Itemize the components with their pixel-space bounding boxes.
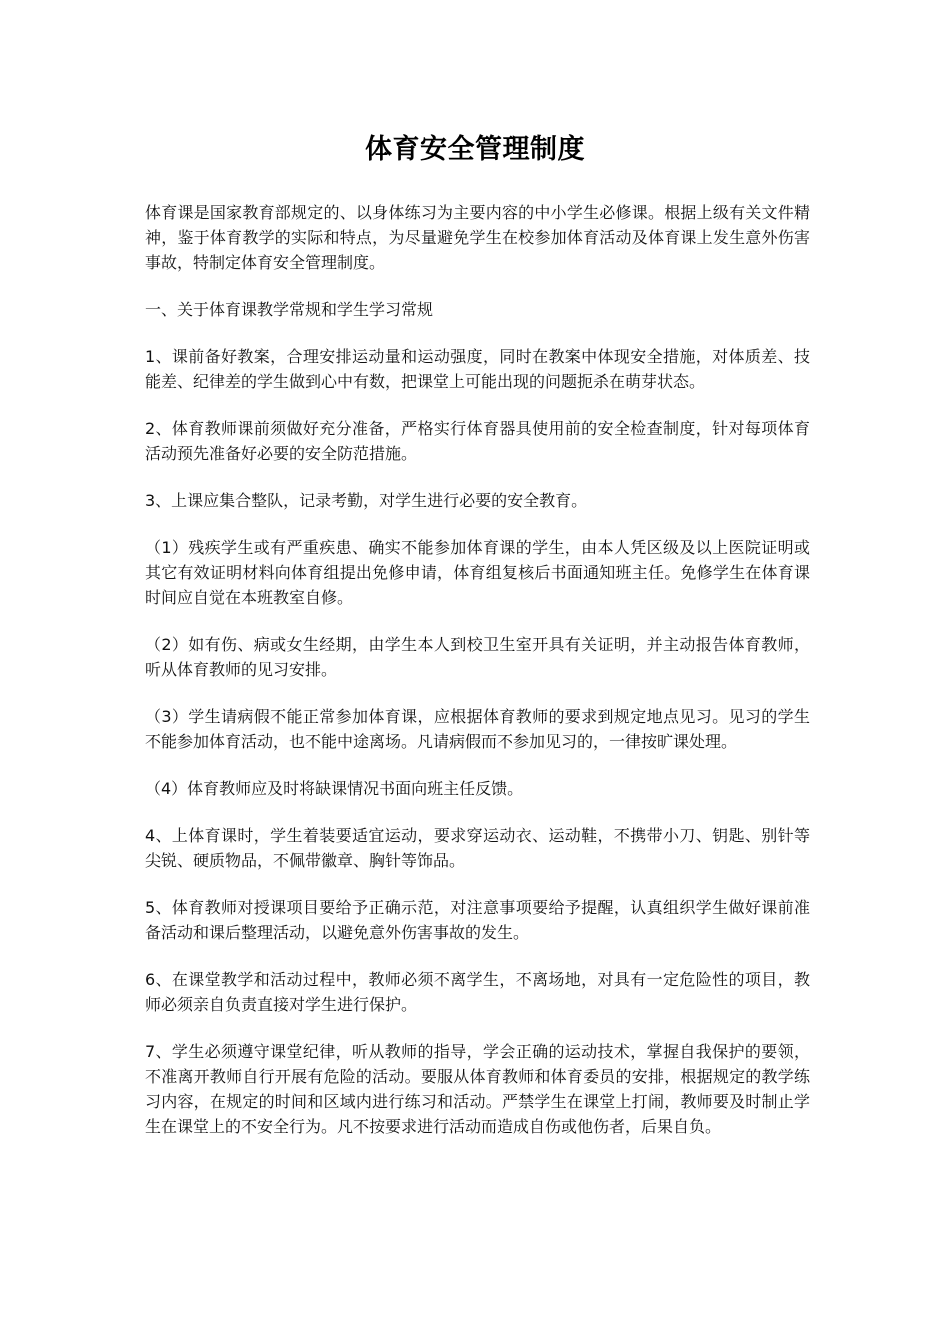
rule-paragraph: 7、学生必须遵守课堂纪律，听从教师的指导，学会正确的运动技术，掌握自我保护的要领，不准离开教师自行开展有危险的活动。要服从体育教师和体育委员的安排，根据规定的教学练习内容，在规定的时间和区域内进行练习和活动。严禁学生在课堂上打闹，教师要及时制止学生在课堂上的不安全行为。凡不按要求进行活动而造成自伤或他伤者，后果自负。 [145,1042,810,1136]
section-heading: 一、关于体育课教学常规和学生学习常规 [145,300,434,319]
intro-paragraph: 体育课是国家教育部规定的、以身体练习为主要内容的中小学生必修课。根据上级有关文件精神，鉴于体育教学的实际和特点，为尽量避免学生在校参加体育活动及体育课上发生意外伤害事故，特制定体育安全管理制度。 [145,203,810,272]
rule-paragraph: 2、体育教师课前须做好充分准备，严格实行体育器具使用前的安全检查制度，针对每项体育活动预先准备好必要的安全防范措施。 [145,419,810,463]
rule-paragraph: 3、上课应集合整队，记录考勤，对学生进行必要的安全教育。 [145,491,588,510]
sub-rule-paragraph: （1）残疾学生或有严重疾患、确实不能参加体育课的学生，由本人凭区级及以上医院证明或其它有效证明材料向体育组提出免修申请，体育组复核后书面通知班主任。免修学生在体育课时间应自觉在本班教室自修。 [145,538,810,607]
document-title: 体育安全管理制度 [365,134,585,165]
document-body [145,200,810,1161]
rule-paragraph: 4、上体育课时，学生着装要适宜运动，要求穿运动衣、运动鞋，不携带小刀、钥匙、别针等尖锐、硬质物品，不佩带徽章、胸针等饰品。 [145,826,810,870]
sub-rule-paragraph: （4）体育教师应及时将缺课情况书面向班主任反馈。 [145,779,524,798]
sub-rule-paragraph: （2）如有伤、病或女生经期，由学生本人到校卫生室开具有关证明，并主动报告体育教师，听从体育教师的见习安排。 [145,635,810,679]
rule-paragraph: 6、在课堂教学和活动过程中，教师必须不离学生，不离场地，对具有一定危险性的项目，教师必须亲自负责直接对学生进行保护。 [145,970,810,1014]
sub-rule-paragraph: （3）学生请病假不能正常参加体育课，应根据体育教师的要求到规定地点见习。见习的学生不能参加体育活动，也不能中途离场。凡请病假而不参加见习的，一律按旷课处理。 [145,707,810,751]
rule-paragraph: 5、体育教师对授课项目要给予正确示范，对注意事项要给予提醒，认真组织学生做好课前准备活动和课后整理活动，以避免意外伤害事故的发生。 [145,898,810,942]
rule-paragraph: 1、课前备好教案，合理安排运动量和运动强度，同时在教案中体现安全措施，对体质差、技能差、纪律差的学生做到心中有数，把课堂上可能出现的问题扼杀在萌芽状态。 [145,347,810,391]
